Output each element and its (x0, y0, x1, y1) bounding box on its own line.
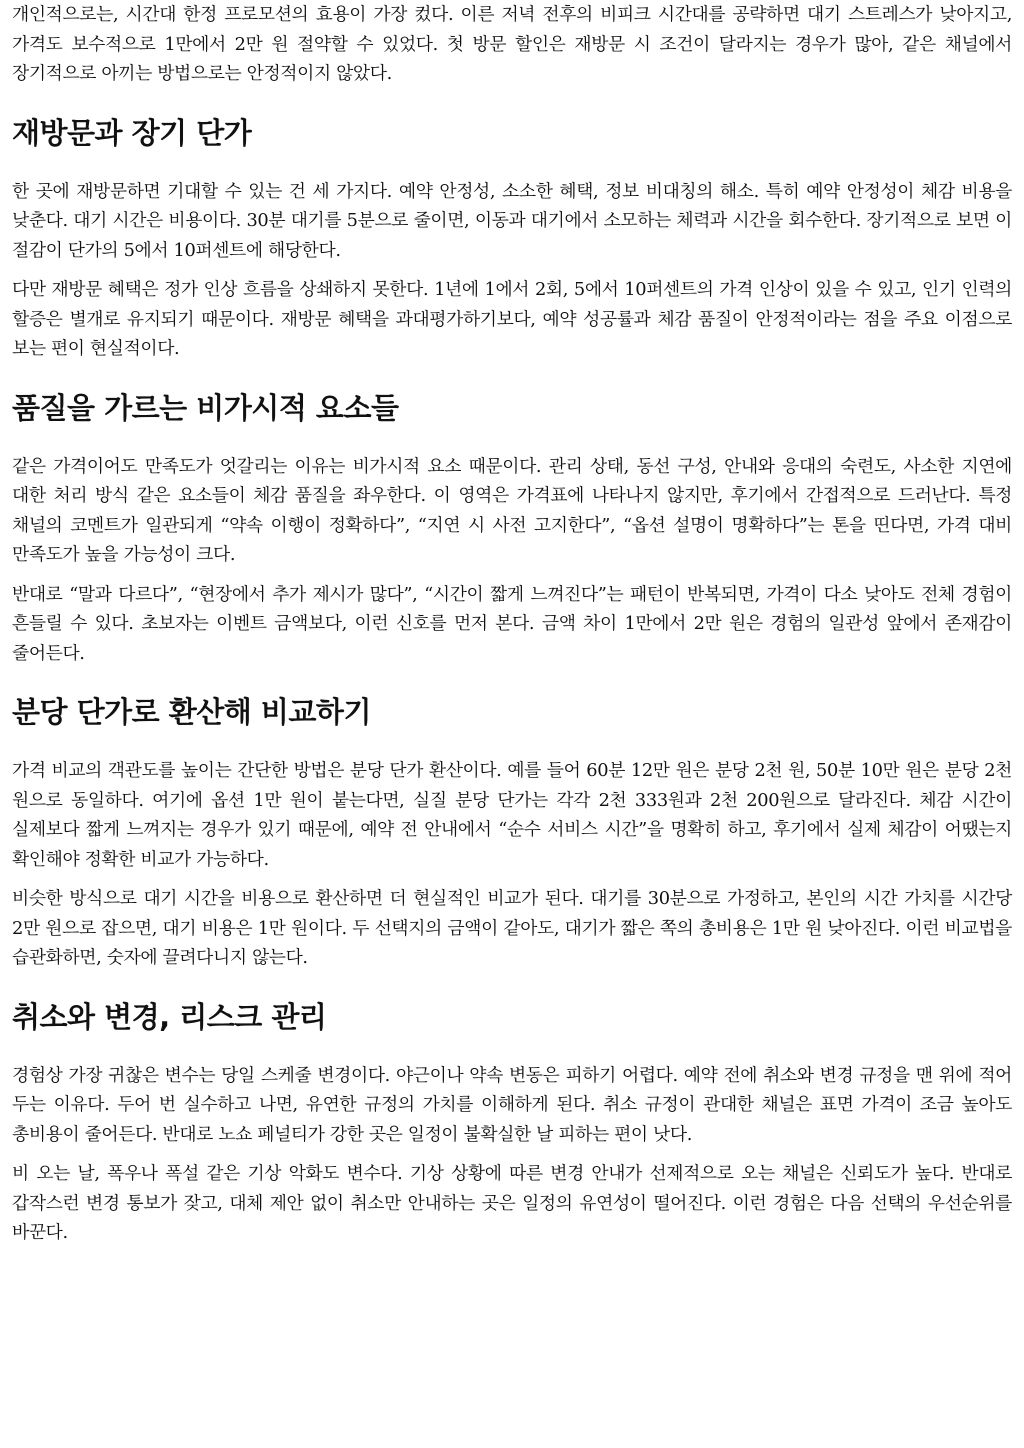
section-paragraph: 같은 가격이어도 만족도가 엇갈리는 이유는 비가시적 요소 때문이다. 관리 상태, 동선 구성, 안내와 응대의 숙련도, 사소한 지연에 대한 처리 방식 같은 요소들이 체감 품질을 좌우한다. 이 영역은 가격표에 나타나지 않지만, 후기에서 간접적으로 드러난다. 특정 채널의 코멘트가 일관되게 “약속 이행이 정확하다”, “지연 시 사전 고지한다”, “옵션 설명이 명확하다”는 톤을 띤다면, 가격 대비 만족도가 높을 가능성이 크다. (12, 455, 1012, 565)
section-paragraph: 한 곳에 재방문하면 기대할 수 있는 건 세 가지다. 예약 안정성, 소소한 혜택, 정보 비대칭의 해소. 특히 예약 안정성이 체감 비용을 낮춘다. 대기 시간은 비용이다. 30분 대기를 5분으로 줄이면, 이동과 대기에서 소모하는 체력과 시간을 회수한다. 장기적으로 보면 이 절감이 단가의 5에서 10퍼센트에 해당한다. (12, 180, 1012, 261)
section-heading: 분당 단가로 환산해 비교하기 (12, 695, 371, 729)
section-cancellation-risk (12, 997, 1012, 1248)
section-paragraph: 비슷한 방식으로 대기 시간을 비용으로 환산하면 더 현실적인 비교가 된다. 대기를 30분으로 가정하고, 본인의 시간 가치를 시간당 2만 원으로 잡으면, 대기 비용은 1만 원이다. 두 선택지의 금액이 같아도, 대기가 짧은 쪽의 총비용은 1만 원 낮아진다. 이런 비교법을 습관화하면, 숫자에 끌려다니지 않는다. (12, 888, 1012, 968)
section-heading: 재방문과 장기 단가 (12, 115, 252, 150)
section-paragraph: 다만 재방문 혜택은 정가 인상 흐름을 상쇄하지 못한다. 1년에 1에서 2회, 5에서 10퍼센트의 가격 인상이 있을 수 있고, 인기 인력의 할증은 별개로 유지되기 때문이다. 재방문 혜택을 과대평가하기보다, 예약 성공률과 체감 품질이 안정적이라는 점을 주요 이점으로 보는 편이 현실적이다. (12, 279, 1012, 359)
section-paragraph: 경험상 가장 귀찮은 변수는 당일 스케줄 변경이다. 야근이나 약속 변동은 피하기 어렵다. 예약 전에 취소와 변경 규정을 맨 위에 적어 두는 이유다. 두어 번 실수하고 나면, 유연한 규정의 가치를 이해하게 된다. 취소 규정이 관대한 채널은 표면 가격이 조금 높아도 총비용이 줄어든다. 반대로 노쇼 페널티가 강한 곳은 일정이 불확실한 날 피하는 편이 낫다. (12, 1064, 1012, 1145)
section-per-minute-price (12, 692, 1012, 973)
section-heading: 취소와 변경, 리스크 관리 (12, 999, 327, 1034)
intro-paragraph: 개인적으로는, 시간대 한정 프로모션의 효용이 가장 컸다. 이른 저녁 전후의 비피크 시간대를 공략하면 대기 스트레스가 낮아지고, 가격도 보수적으로 1만에서 2만 원 절약할 수 있었다. 첫 방문 할인은 재방문 시 조건이 달라지는 경우가 많아, 같은 채널에서 장기적으로 아끼는 방법으로는 안정적이지 않았다. (12, 4, 1012, 84)
section-revisit (12, 113, 1012, 364)
article-body (12, 0, 1012, 1248)
section-paragraph: 반대로 “말과 다르다”, “현장에서 추가 제시가 많다”, “시간이 짧게 느껴진다”는 패턴이 반복되면, 가격이 다소 낮아도 전체 경험이 흔들릴 수 있다. 초보자는 이벤트 금액보다, 이런 신호를 먼저 본다. 금액 차이 1만에서 2만 원은 경험의 일관성 앞에서 존재감이 줄어든다. (12, 583, 1012, 664)
section-heading: 품질을 가르는 비가시적 요소들 (12, 390, 399, 425)
section-paragraph: 가격 비교의 객관도를 높이는 간단한 방법은 분당 단가 환산이다. 예를 들어 60분 12만 원은 분당 2천 원, 50분 10만 원은 분당 2천 원으로 동일하다. 여기에 옵션 1만 원이 붙는다면, 실질 분당 단가는 각각 2천 333원과 2천 200원으로 달라진다. 체감 시간이 실제보다 짧게 느껴지는 경우가 있기 때문에, 예약 전 안내에서 “순수 서비스 시간”을 명확히 하고, 후기에서 실제 체감이 어땠는지 확인해야 정확한 비교가 가능하다. (12, 760, 1012, 870)
section-paragraph: 비 오는 날, 폭우나 폭설 같은 기상 악화도 변수다. 기상 상황에 따른 변경 안내가 선제적으로 오는 채널은 신뢰도가 높다. 반대로 갑작스런 변경 통보가 잦고, 대체 제안 없이 취소만 안내하는 곳은 일정의 유연성이 떨어진다. 이런 경험은 다음 선택의 우선순위를 바꾼다. (12, 1163, 1012, 1243)
section-invisible-quality (12, 388, 1012, 669)
